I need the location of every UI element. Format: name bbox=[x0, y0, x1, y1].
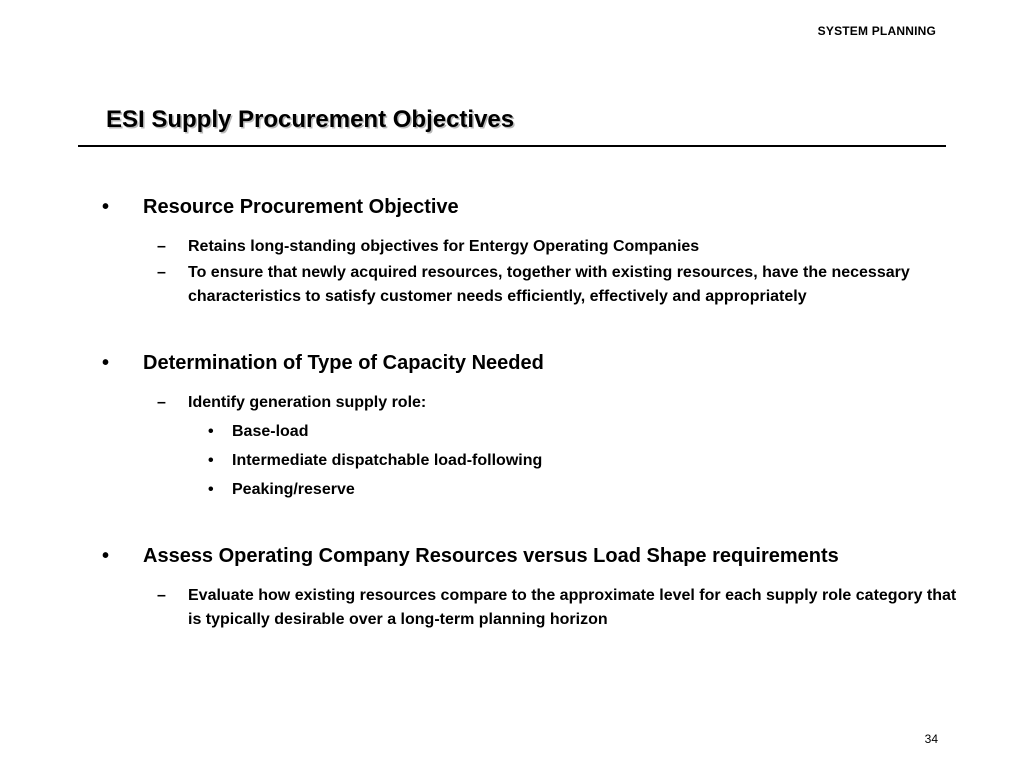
sub-item bbox=[157, 391, 970, 415]
bullet-marker: • bbox=[208, 452, 214, 469]
sub-sub-item bbox=[208, 449, 970, 473]
sub-sub-item-text: Intermediate dispatchable load-following bbox=[232, 452, 543, 469]
bullet-text: Resource Procurement Objective bbox=[143, 196, 459, 218]
slide-content bbox=[100, 195, 970, 632]
bullet-marker: • bbox=[102, 545, 110, 567]
header-label: SYSTEM PLANNING bbox=[817, 24, 936, 38]
sub-item bbox=[157, 235, 970, 259]
sub-sub-item bbox=[208, 478, 970, 502]
page-number: 34 bbox=[924, 732, 938, 746]
bullet-marker: • bbox=[208, 481, 214, 498]
slide-title: ESI Supply Procurement Objectives bbox=[106, 106, 515, 133]
bullet-text: Assess Operating Company Resources versus Load Shape requirements bbox=[143, 545, 839, 567]
dash-marker: – bbox=[157, 394, 166, 411]
sub-item-text: Identify generation supply role: bbox=[188, 394, 427, 411]
sub-sub-item-text: Peaking/reserve bbox=[232, 481, 355, 498]
dash-marker: – bbox=[157, 264, 166, 281]
dash-marker: – bbox=[157, 587, 166, 604]
bullet-marker: • bbox=[102, 352, 110, 374]
sub-sub-item bbox=[208, 420, 970, 444]
sub-item-text: Retains long-standing objectives for Entergy Operating Companies bbox=[188, 238, 700, 255]
bullet-marker: • bbox=[208, 423, 214, 440]
bullet-resource-procurement bbox=[100, 195, 970, 219]
dash-marker: – bbox=[157, 238, 166, 255]
sub-item-text: Evaluate how existing resources compare to the approximate level for each supply role category that is typically desirable over a long-term planning horizon bbox=[188, 587, 957, 628]
bullet-marker: • bbox=[102, 196, 110, 218]
bullet-text: Determination of Type of Capacity Needed bbox=[143, 352, 544, 374]
title-divider bbox=[78, 145, 946, 147]
sub-sub-item-text: Base-load bbox=[232, 423, 309, 440]
sub-item-text: To ensure that newly acquired resources, together with existing resources, have the necessary characteristics to satisfy customer needs efficiently, effectively and appropriately bbox=[188, 264, 910, 305]
bullet-assess-resources bbox=[100, 544, 970, 568]
sub-item bbox=[157, 584, 970, 632]
sub-item bbox=[157, 261, 970, 309]
bullet-capacity-type bbox=[100, 351, 970, 375]
